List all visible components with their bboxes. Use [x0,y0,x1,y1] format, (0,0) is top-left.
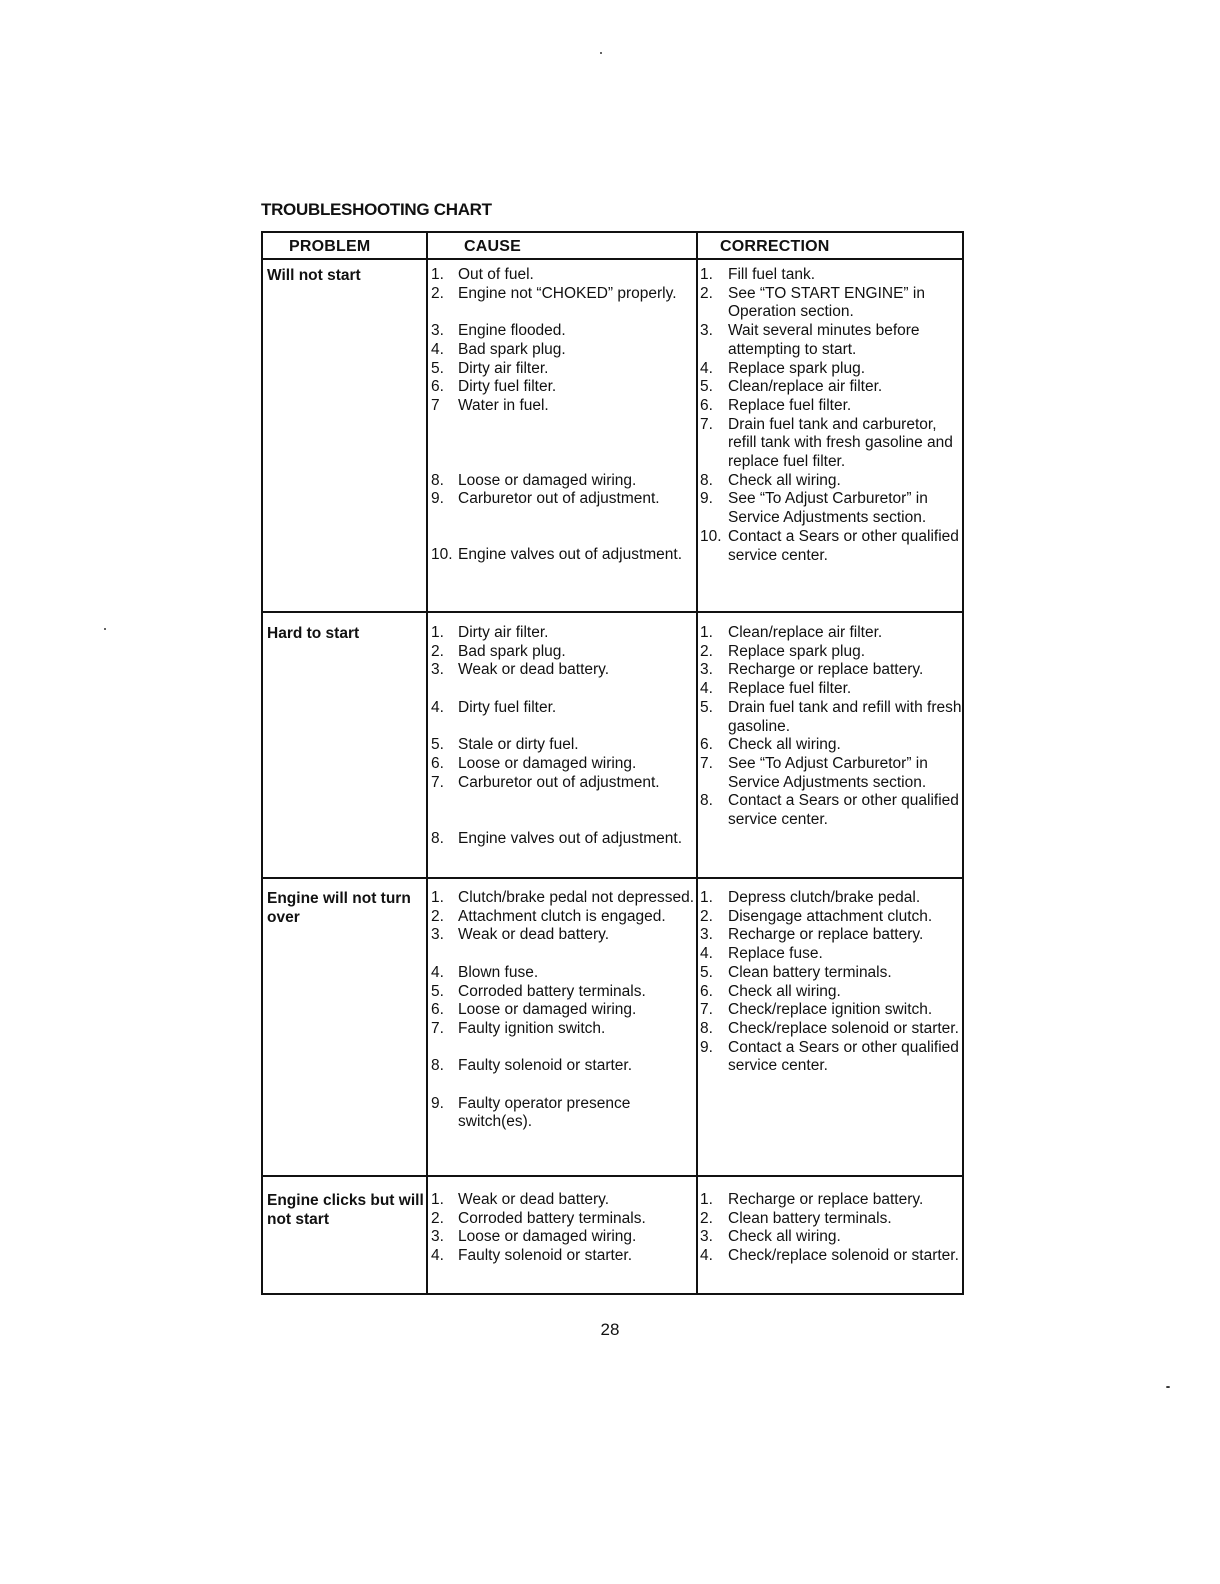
item-text: Dirty fuel filter. [458,378,557,396]
cause-item [431,1095,699,1132]
item-text: Check all wiring. [728,1228,841,1246]
item-number: 4. [431,340,444,358]
scan-speck [104,628,106,630]
item-text: Attachment clutch is engaged. [458,907,666,925]
correction-list [700,266,962,565]
cause-item [431,322,699,341]
item-number: 3. [700,661,713,679]
item-text: Check all wiring. [728,982,841,1000]
cause-item [431,472,699,491]
problem-label: Engine will not turn over [267,890,411,926]
cause-item [431,755,699,774]
item-number: 10. [700,527,722,545]
cause-item [431,774,699,793]
cause-item [431,1191,699,1210]
item-text: Replace fuel filter. [728,396,852,414]
item-number: 6. [700,396,713,414]
item-number: 6. [431,1001,444,1019]
correction-item [700,378,962,397]
item-number: 8. [431,471,444,489]
correction-item [700,416,962,472]
cause-item [431,397,699,416]
item-text: Contact a Sears or other qualified service center. [728,527,959,564]
cause-item [431,546,699,565]
item-number: 3. [700,1228,713,1246]
item-number: 4. [700,359,713,377]
item-number: 3. [700,926,713,944]
item-number: 2. [700,284,713,302]
item-text: Loose or damaged wiring. [458,471,637,489]
problem-label: Engine clicks but will not start [267,1192,424,1228]
item-number: 1. [431,624,444,641]
cause-list [431,1191,699,1266]
item-text: Check/replace solenoid or starter. [728,1247,959,1265]
item-text: Replace spark plug. [728,359,865,377]
correction-item [700,643,962,662]
item-text: Loose or damaged wiring. [458,754,637,772]
cause-item [431,699,699,718]
item-text: Dirty air filter. [458,359,549,377]
item-text: Clean battery terminals. [728,963,892,981]
correction-item [700,528,962,565]
item-text: Loose or damaged wiring. [458,1001,637,1019]
correction-item [700,926,962,945]
cause-item [431,926,699,945]
correction-item [700,285,962,322]
item-number: 5. [700,378,713,396]
item-text: Drain fuel tank and refill with fresh gasoline. [728,698,962,735]
item-number: 3. [700,322,713,340]
item-text: Weak or dead battery. [458,926,610,944]
item-text: Clean/replace air filter. [728,624,883,641]
item-text: Recharge or replace battery. [728,926,924,944]
cause-item [431,285,699,304]
item-number: 8. [700,1019,713,1037]
item-text: Dirty fuel filter. [458,698,557,716]
item-number: 2. [700,1209,713,1227]
cause-item [431,266,699,285]
item-text: Faulty operator presence switch(es). [458,1094,631,1131]
problem-label: Will not start [267,267,361,284]
header-cause: CAUSE [464,238,522,255]
cause-list [431,266,699,565]
item-text: Replace spark plug. [728,642,865,660]
cause-item [431,624,699,643]
correction-item [700,624,962,643]
cause-item [431,378,699,397]
item-text: Engine flooded. [458,322,566,340]
chart-title: TROUBLESHOOTING CHART [261,200,492,219]
item-text: Carburetor out of adjustment. [458,773,660,791]
cause-item [431,643,699,662]
cause-list [431,889,699,1132]
row-divider [263,258,962,260]
cause-item [431,490,699,509]
item-number: 1. [700,266,713,283]
cause-item [431,736,699,755]
row-divider [263,1175,962,1177]
item-text: Engine valves out of adjustment. [458,546,683,564]
item-number: 1. [700,889,713,906]
correction-item [700,472,962,491]
item-number: 7. [700,1001,713,1019]
item-text: Check all wiring. [728,736,841,754]
item-number: 3. [431,1228,444,1246]
correction-item [700,1039,962,1076]
item-text: Bad spark plug. [458,340,566,358]
item-text: Clean battery terminals. [728,1209,892,1227]
item-number: 9. [431,490,444,508]
item-text: Contact a Sears or other qualified service center. [728,792,959,829]
item-number: 5. [431,982,444,1000]
correction-item [700,680,962,699]
item-text: Faulty solenoid or starter. [458,1057,633,1075]
item-number: 2. [431,907,444,925]
item-number: 3. [431,322,444,340]
item-text: Engine not “CHOKED” properly. [458,284,677,302]
item-number: 3. [431,661,444,679]
item-number: 5. [700,698,713,716]
item-text: See “To Adjust Carburetor” in Service Adjustments section. [728,490,928,527]
scan-speck [600,52,602,54]
item-text: Wait several minutes before attempting to start. [728,322,920,358]
item-number: 6. [431,754,444,772]
item-number: 7. [431,773,444,791]
item-number: 8. [700,792,713,810]
item-number: 6. [700,736,713,754]
row-divider [263,611,962,613]
item-number: 4. [700,680,713,698]
problem-label: Hard to start [267,625,360,642]
item-text: Stale or dirty fuel. [458,736,579,754]
correction-list [700,624,962,830]
item-text: See “To Adjust Carburetor” in Service Adjustments section. [728,754,928,791]
scan-speck [1166,1386,1170,1388]
item-text: See “TO START ENGINE” in Operation section. [728,284,925,321]
item-text: Dirty air filter. [458,624,549,641]
cause-item [431,1247,699,1266]
item-number: 9. [431,1094,444,1112]
item-number: 3. [431,926,444,944]
correction-list [700,1191,962,1266]
cause-item [431,964,699,983]
correction-item [700,945,962,964]
correction-item [700,360,962,379]
item-number: 4. [700,945,713,963]
item-number: 10. [431,546,453,564]
correction-item [700,699,962,736]
item-text: Check/replace ignition switch. [728,1001,933,1019]
item-text: Engine valves out of adjustment. [458,829,683,847]
correction-item [700,889,962,908]
item-number: 4. [431,1247,444,1265]
correction-item [700,964,962,983]
cause-item [431,830,699,849]
cause-item [431,661,699,680]
cause-item [431,889,699,908]
cause-item [431,983,699,1002]
header-problem: PROBLEM [289,238,371,255]
item-number: 1. [700,624,713,641]
item-number: 9. [700,490,713,508]
item-number: 4. [431,698,444,716]
item-number: 4. [431,963,444,981]
item-text: Check all wiring. [728,471,841,489]
item-number: 4. [700,1247,713,1265]
item-text: Recharge or replace battery. [728,661,924,679]
item-text: Replace fuse. [728,945,823,963]
item-number: 2. [431,284,444,302]
item-number: 7. [700,754,713,772]
item-text: Corroded battery terminals. [458,1209,646,1227]
item-text: Loose or damaged wiring. [458,1228,637,1246]
item-number: 6. [700,982,713,1000]
cause-item [431,1057,699,1076]
correction-item [700,490,962,527]
item-text: Clean/replace air filter. [728,378,883,396]
item-number: 8. [700,471,713,489]
item-number: 1. [700,1191,713,1208]
correction-item [700,908,962,927]
item-number: 2. [431,1209,444,1227]
correction-item [700,755,962,792]
item-text: Carburetor out of adjustment. [458,490,660,508]
item-number: 5. [700,963,713,981]
item-text: Water in fuel. [458,396,549,414]
item-number: 7 [431,396,440,414]
item-text: Clutch/brake pedal not depressed. [458,889,695,906]
item-text: Fill fuel tank. [728,266,816,283]
item-number: 1. [431,1191,444,1208]
correction-item [700,792,962,829]
item-text: Disengage attachment clutch. [728,907,933,925]
item-text: Blown fuse. [458,963,539,981]
troubleshooting-table [261,231,964,1295]
item-text: Weak or dead battery. [458,661,610,679]
correction-item [700,397,962,416]
item-text: Drain fuel tank and carburetor, refill tank with fresh gasoline and replace fuel filter. [728,415,953,471]
item-number: 2. [700,907,713,925]
cause-item [431,1228,699,1247]
correction-item [700,983,962,1002]
cause-item [431,1001,699,1020]
page-number: 28 [600,1320,620,1339]
column-divider [426,233,428,1293]
item-text: Out of fuel. [458,266,534,283]
item-number: 5. [431,359,444,377]
correction-item [700,322,962,359]
item-text: Weak or dead battery. [458,1191,610,1208]
item-number: 1. [431,889,444,906]
item-text: Depress clutch/brake pedal. [728,889,921,906]
row-divider [263,877,962,879]
correction-list [700,889,962,1076]
cause-item [431,1020,699,1039]
cause-item [431,360,699,379]
item-text: Recharge or replace battery. [728,1191,924,1208]
item-number: 9. [700,1038,713,1056]
cause-item [431,1210,699,1229]
correction-item [700,1191,962,1210]
correction-item [700,1210,962,1229]
item-number: 7. [700,415,713,433]
correction-item [700,661,962,680]
header-correction: CORRECTION [720,238,830,255]
cause-item [431,908,699,927]
correction-item [700,1228,962,1247]
item-text: Bad spark plug. [458,642,566,660]
correction-item [700,266,962,285]
item-number: 8. [431,1057,444,1075]
item-number: 1. [431,266,444,283]
correction-item [700,1247,962,1266]
correction-item [700,736,962,755]
item-number: 8. [431,829,444,847]
item-text: Check/replace solenoid or starter. [728,1019,959,1037]
item-number: 2. [700,642,713,660]
cause-list [431,624,699,848]
item-text: Contact a Sears or other qualified service center. [728,1038,959,1075]
item-text: Faulty solenoid or starter. [458,1247,633,1265]
item-number: 7. [431,1019,444,1037]
item-number: 2. [431,642,444,660]
correction-item [700,1020,962,1039]
item-number: 6. [431,378,444,396]
cause-item [431,341,699,360]
item-number: 5. [431,736,444,754]
correction-item [700,1001,962,1020]
item-text: Corroded battery terminals. [458,982,646,1000]
item-text: Replace fuel filter. [728,680,852,698]
item-text: Faulty ignition switch. [458,1019,606,1037]
